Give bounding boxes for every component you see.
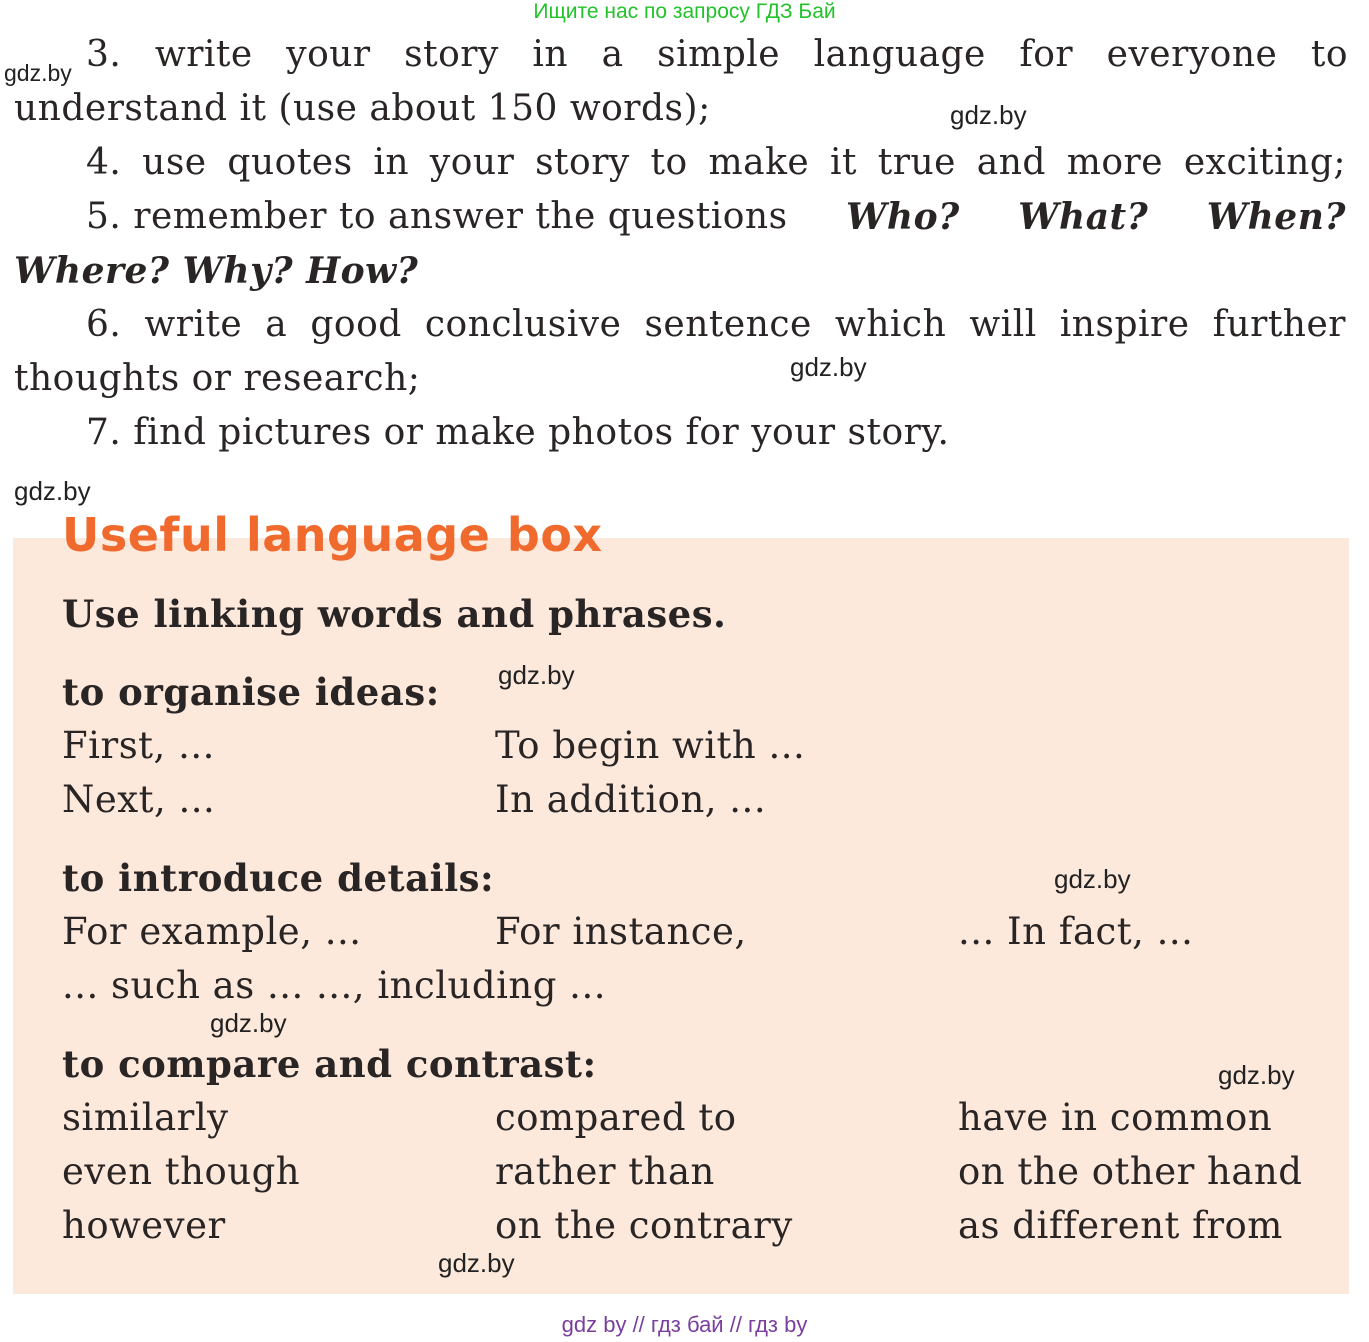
- watermark: gdz.by: [210, 1008, 287, 1038]
- watermark: gdz.by: [498, 660, 575, 690]
- question-who: Who?: [846, 196, 960, 238]
- box-title: Useful language box: [62, 508, 603, 562]
- compare-heading: to compare and contrast:: [62, 1042, 597, 1086]
- list-item-3-line1: 3. write your story in a simple language for everyone to: [86, 34, 1348, 75]
- organise-phrase: Next, ...: [62, 778, 216, 821]
- details-heading: to introduce details:: [62, 856, 495, 900]
- box-intro: Use linking words and phrases.: [62, 592, 727, 636]
- list-item-3-line2: understand it (use about 150 words);: [14, 88, 711, 129]
- compare-phrase: compared to: [495, 1096, 737, 1139]
- list-item-5-line2: Where? Why? How?: [14, 250, 419, 292]
- compare-phrase: on the other hand: [958, 1150, 1303, 1193]
- search-banner: Ищите нас по запросу ГДЗ Бай: [533, 0, 836, 23]
- compare-phrase: as different from: [958, 1204, 1283, 1247]
- details-phrase: For example, ...: [62, 910, 362, 953]
- compare-phrase: rather than: [495, 1150, 715, 1193]
- watermark: gdz.by: [1054, 864, 1131, 894]
- details-phrase: For instance,: [495, 910, 747, 953]
- list-item-7: 7. find pictures or make photos for your story.: [86, 412, 950, 453]
- details-phrase: ... In fact, ...: [958, 910, 1194, 953]
- details-phrase: ... such as ... ..., including ...: [62, 964, 606, 1007]
- watermark: gdz.by: [14, 476, 91, 506]
- list-item-4: 4. use quotes in your story to make it true and more exciting;: [86, 142, 1346, 183]
- list-item-6-line2: thoughts or research;: [14, 358, 421, 399]
- watermark: gdz.by: [1218, 1060, 1295, 1090]
- list-item-6-line1: 6. write a good conclusive sentence which will inspire further: [86, 304, 1346, 345]
- compare-phrase: even though: [62, 1150, 301, 1193]
- list-item-5-line1: [86, 196, 1346, 238]
- compare-phrase: on the contrary: [495, 1204, 793, 1247]
- compare-phrase: have in common: [958, 1096, 1273, 1139]
- watermark: gdz.by: [438, 1248, 515, 1278]
- watermark: gdz.by: [790, 352, 867, 382]
- organise-phrase: To begin with ...: [495, 724, 806, 767]
- organise-heading: to organise ideas:: [62, 670, 440, 714]
- compare-phrase: similarly: [62, 1096, 229, 1139]
- organise-phrase: First, ...: [62, 724, 215, 767]
- footer-links: gdz by // гдз бай // гдз by: [561, 1312, 808, 1337]
- question-what: What?: [1018, 196, 1149, 238]
- list-item-5-text: 5. remember to answer the questions: [86, 196, 788, 237]
- compare-phrase: however: [62, 1204, 226, 1247]
- watermark: gdz.by: [950, 100, 1027, 130]
- organise-phrase: In addition, ...: [495, 778, 767, 821]
- question-when: When?: [1206, 196, 1346, 238]
- watermark: gdz.by: [4, 60, 72, 86]
